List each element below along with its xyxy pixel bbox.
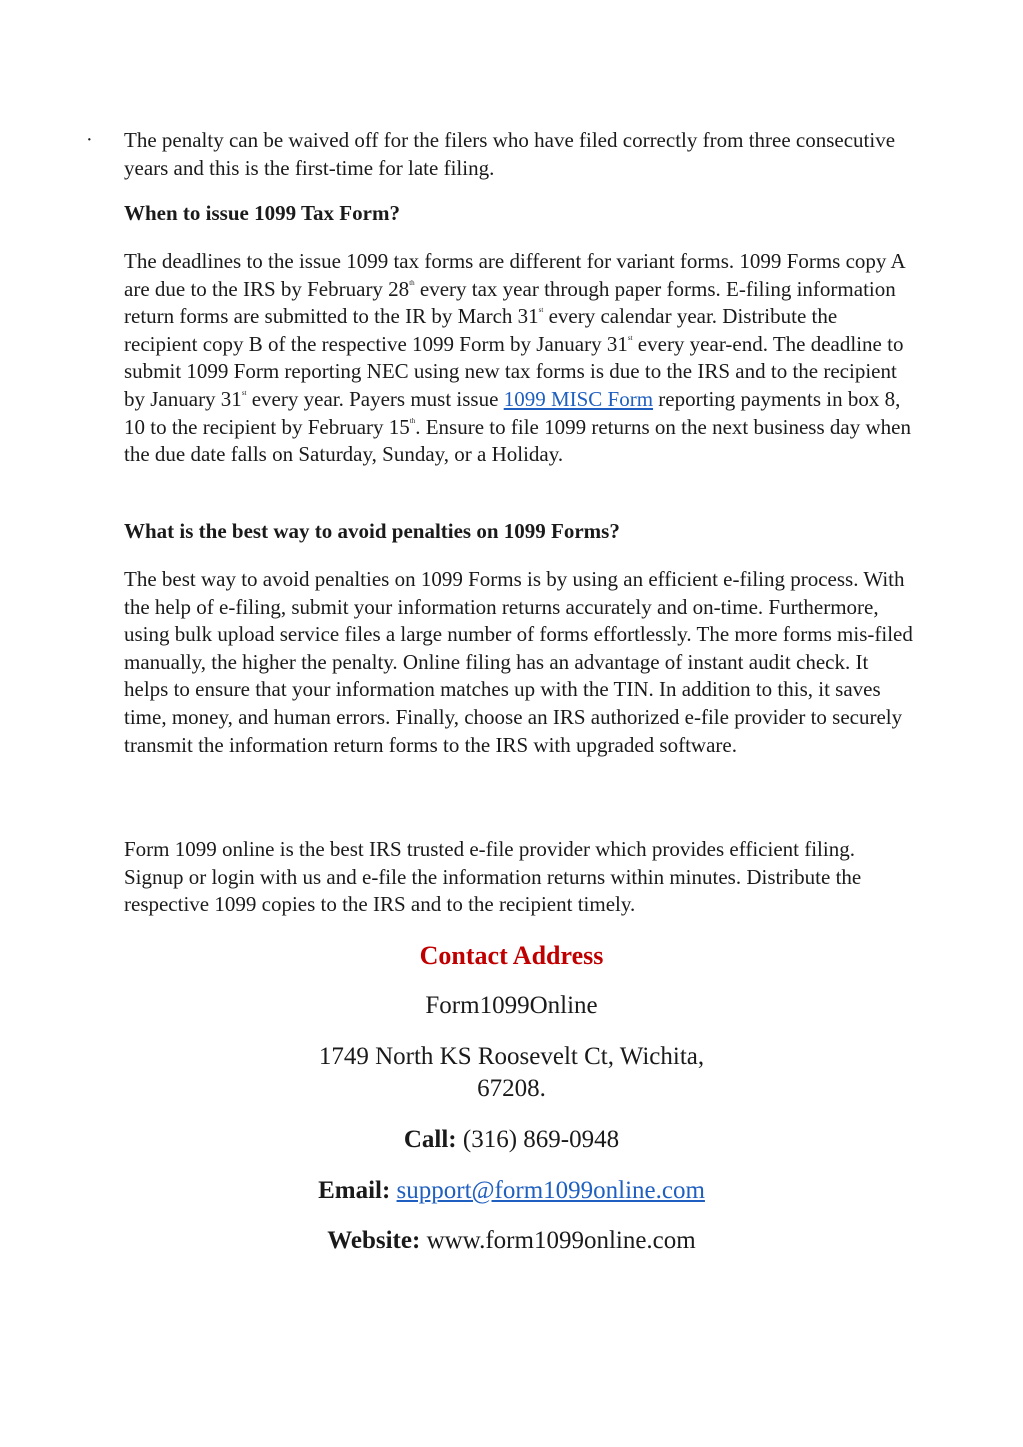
deadlines-text-6: reporting payments in box 8, 10 to the recipient by February 15	[124, 386, 901, 439]
bullet-text: The penalty can be waived off for the filers who have filed correctly from three consecutive years and this is the first-time for late filing.	[124, 128, 896, 180]
ordinal-suffix: st	[627, 333, 633, 342]
deadlines-text-2: every tax year through paper forms. E-filing information return forms are submitted to the IR by March 31	[124, 276, 896, 329]
ordinal-suffix: th	[409, 416, 416, 425]
deadlines-text-3: every calendar year. Distribute the recipient copy B of the respective 1099 Form by January 31	[124, 304, 838, 356]
ordinal-suffix: st	[241, 388, 247, 397]
avoid-penalties-paragraph: The best way to avoid penalties on 1099 Forms is by using an efficient e-filing process. With the help of e-filing, submit your information returns accurately and on-time. Furthermore, using bulk upload service files a large number of forms effortlessly. The more forms mis-filed manually, the higher the penalty. Online filing has an advantage of instant audit check. It helps to ensure that your information matches up with the TIN. In addition to this, it saves time, money, and human errors. Finally, choose an IRS authorized e-file provider to securely transmit the information return forms to the IRS with upgraded software.	[124, 567, 913, 757]
deadlines-text-1: The deadlines to the issue 1099 tax forms are different for variant forms. 1099 Forms copy A are due to the IRS by February 28	[124, 249, 905, 301]
ordinal-suffix: th	[409, 278, 415, 287]
email-link[interactable]: support@form1099online.com	[396, 1177, 705, 1204]
contact-address-title: Contact Address	[419, 941, 604, 970]
deadlines-text-7: . Ensure to file 1099 returns on the next business day when the due date falls on Saturday, Sunday, or a Holiday.	[124, 414, 911, 467]
call-line	[0, 1124, 1023, 1156]
deadlines-paragraph	[124, 248, 914, 469]
company-name: Form1099Online	[425, 992, 598, 1019]
deadlines-text-4: every year-end. The deadline to submit 1099 Form reporting NEC using new tax forms is due to the IRS and to the recipient by January 31	[124, 331, 904, 411]
misc-form-link[interactable]: 1099 MISC Form	[503, 386, 654, 411]
address-line-1: 1749 North KS Roosevelt Ct, Wichita,	[318, 1043, 705, 1070]
website-url: www.form1099online.com	[420, 1227, 696, 1254]
website-label: Website:	[327, 1227, 421, 1254]
section-heading-avoid-penalties: What is the best way to avoid penalties on 1099 Forms?	[124, 519, 620, 543]
form1099-online-paragraph: Form 1099 online is the best IRS trusted e-file provider which provides efficient filing. Signup or login with us and e-file the information returns within minutes. Distribute the respective 1099 copies to the IRS and to the recipient timely.	[124, 837, 862, 917]
phone-number: (316) 869-0948	[456, 1126, 620, 1153]
email-line	[0, 1175, 1023, 1207]
address-line-2: 67208.	[477, 1075, 546, 1102]
email-label: Email:	[318, 1177, 391, 1204]
ordinal-suffix: st	[538, 306, 544, 315]
bullet-marker: ·	[86, 129, 93, 151]
deadlines-text-5: every year. Payers must issue	[246, 386, 504, 411]
section-heading-when-to-issue: When to issue 1099 Tax Form?	[124, 201, 400, 225]
call-label: Call:	[403, 1126, 457, 1153]
website-line	[0, 1225, 1023, 1257]
